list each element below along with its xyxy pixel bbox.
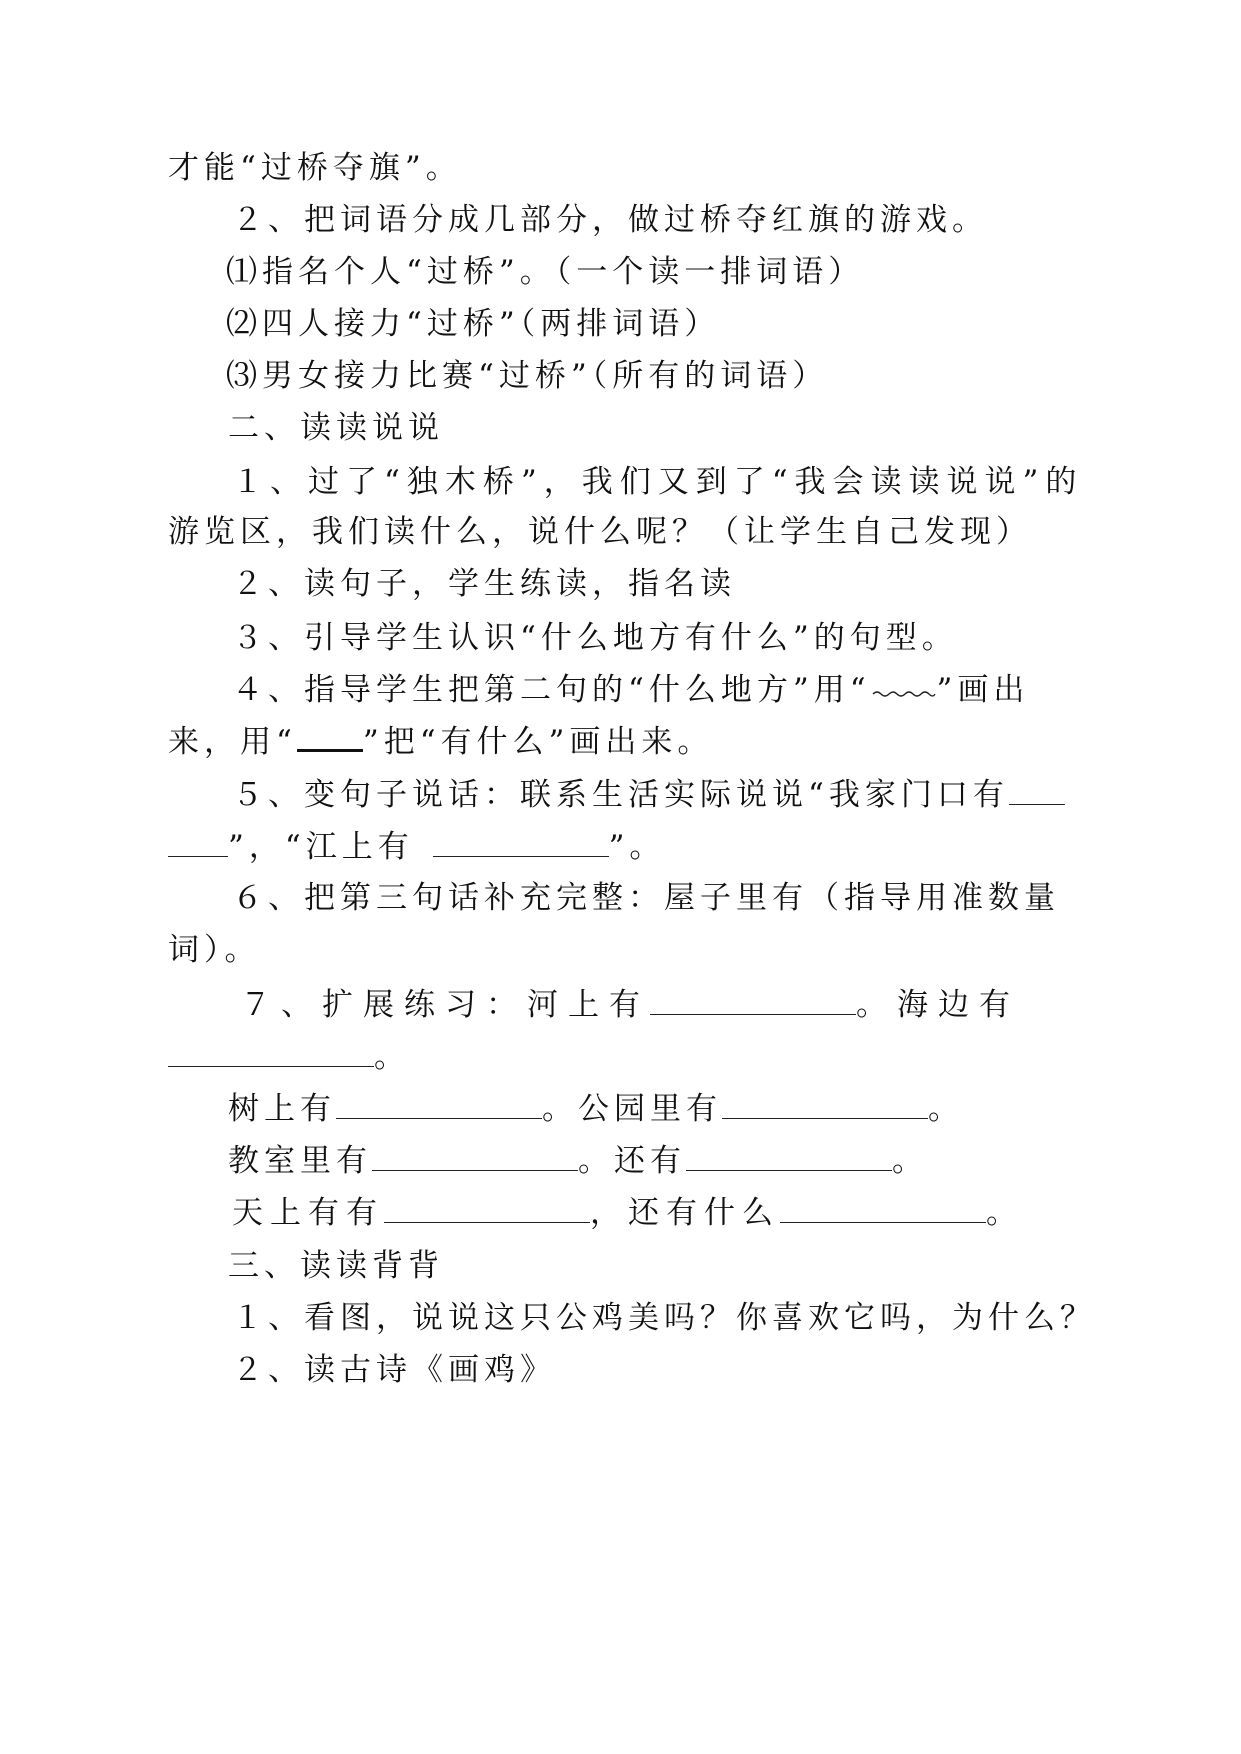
text-line: 游览区，我们读什么，说什么呢？（让学生自己发现） bbox=[168, 514, 1032, 550]
text-line bbox=[168, 722, 713, 762]
text-line: ２、读古诗《画鸡》 bbox=[232, 1352, 556, 1388]
text-segment: ５、变句子说话：联系生活实际说说“我家门口有 bbox=[232, 777, 1009, 813]
text-line bbox=[240, 984, 1020, 1025]
fill-blank bbox=[168, 826, 228, 857]
text-line bbox=[228, 1140, 928, 1181]
text-line bbox=[228, 1088, 964, 1129]
text-line: １、过了“独木桥”，我们又到了“我会读读说说”的 bbox=[232, 464, 1084, 500]
fill-blank bbox=[722, 1088, 928, 1119]
fill-blank bbox=[686, 1140, 892, 1171]
text-segment: ，还有什么 bbox=[590, 1195, 780, 1231]
text-line bbox=[232, 1192, 1024, 1233]
text-segment: 。 bbox=[374, 1039, 410, 1075]
fill-blank bbox=[168, 1036, 374, 1067]
text-line: ３、引导学生认识“什么地方有什么”的句型。 bbox=[232, 620, 958, 656]
text-segment: 。海边有 bbox=[856, 987, 1020, 1023]
text-segment: 。公园里有 bbox=[542, 1091, 722, 1127]
text-line: 词）。 bbox=[168, 932, 261, 968]
text-segment: 。 bbox=[986, 1195, 1024, 1231]
fill-blank bbox=[372, 1140, 578, 1171]
text-segment: ”，“江上有 bbox=[228, 829, 429, 865]
text-segment: 教室里有 bbox=[228, 1143, 372, 1179]
list-item: ⑵四人接力“过桥”（两排词语） bbox=[226, 306, 721, 342]
text-segment: 。 bbox=[892, 1143, 928, 1179]
fill-blank bbox=[780, 1192, 986, 1223]
list-item: ⑴指名个人“过桥”。（一个读一排词语） bbox=[226, 254, 865, 290]
text-segment: ”把“有什么”画出来。 bbox=[362, 724, 714, 760]
text-line: ６、把第三句话补充完整：屋子里有（指导用准数量 bbox=[232, 880, 1060, 916]
text-segment: 。还有 bbox=[578, 1143, 686, 1179]
text-line: ２、把词语分成几部分，做过桥夺红旗的游戏。 bbox=[232, 202, 988, 238]
text-line: 才能“过桥夺旗”。 bbox=[168, 150, 462, 186]
text-segment: ”。 bbox=[608, 829, 666, 865]
text-line bbox=[232, 670, 1029, 710]
text-segment: 天上有有 bbox=[232, 1195, 384, 1231]
text-line bbox=[168, 826, 665, 867]
fill-blank bbox=[1009, 774, 1065, 805]
fill-blank bbox=[384, 1192, 590, 1223]
text-line bbox=[232, 774, 1065, 815]
text-segment: 来，用“ bbox=[168, 724, 297, 760]
text-line: １、看图，说说这只公鸡美吗？你喜欢它吗，为什么？ bbox=[232, 1300, 1096, 1336]
list-item: ⑶男女接力比赛“过桥”（所有的词语） bbox=[226, 358, 829, 394]
text-segment: ”画出 bbox=[936, 672, 1030, 708]
text-segment: ７、扩展练习：河上有 bbox=[240, 987, 650, 1023]
solid-underline-mark bbox=[297, 729, 363, 752]
text-line bbox=[168, 1036, 410, 1077]
wavy-underline-mark bbox=[871, 670, 937, 700]
text-segment: 树上有 bbox=[228, 1091, 336, 1127]
section-heading: 二、读读说说 bbox=[228, 410, 444, 446]
fill-blank bbox=[336, 1088, 542, 1119]
section-heading: 三、读读背背 bbox=[228, 1248, 444, 1284]
text-segment: ４、指导学生把第二句的“什么地方”用“ bbox=[232, 672, 871, 708]
fill-blank bbox=[433, 826, 609, 857]
text-segment: 。 bbox=[928, 1091, 964, 1127]
text-line: ２、读句子，学生练读，指名读 bbox=[232, 566, 736, 602]
fill-blank bbox=[650, 984, 856, 1015]
